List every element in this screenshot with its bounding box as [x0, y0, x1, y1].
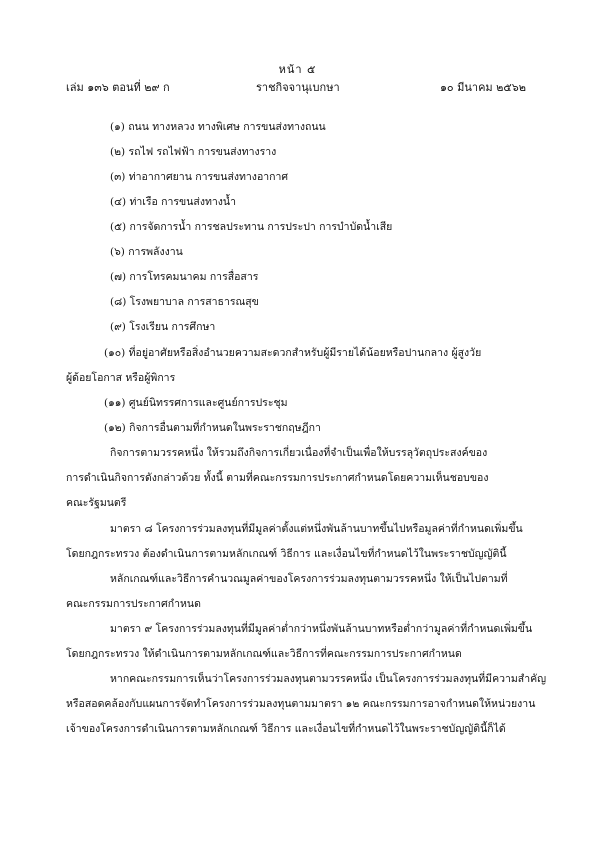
list-item: (๑) ถนน ทางหลวง ทางพิเศษ การขนส่งทางถนน — [110, 121, 326, 133]
section-8-line: โดยกฎกระทรวง ต้องดำเนินการตามหลักเกณฑ์ วิธีการ และเงื่อนไขที่กำหนดไว้ในพระราชบัญญัตินี้ — [66, 548, 507, 560]
section-9-line: โดยกฎกระทรวง ให้ดำเนินการตามหลักเกณฑ์และวิธีการที่คณะกรรมการประกาศกำหนด — [66, 648, 462, 660]
list-item: (๓) ท่าอากาศยาน การขนส่งทางอากาศ — [110, 171, 289, 183]
section-8-line: คณะกรรมการประกาศกำหนด — [66, 598, 201, 610]
list-item: (๔) ท่าเรือ การขนส่งทางน้ำ — [110, 196, 236, 208]
publication-date: ๑๐ มีนาคม ๒๕๖๒ — [439, 81, 526, 94]
list-item-12: (๑๒) กิจการอื่นตามที่กำหนดในพระราชกฤษฎีกา — [104, 422, 321, 434]
list-item: (๕) การจัดการน้ำ การชลประทาน การประปา การบำบัดน้ำเสีย — [110, 221, 393, 233]
list-item: (๘) โรงพยาบาล การสาธารณสุข — [110, 296, 259, 308]
section-9-line: เจ้าของโครงการดำเนินการตามหลักเกณฑ์ วิธีการ และเงื่อนไขที่กำหนดไว้ในพระราชบัญญัตินี้ก็ได้ — [66, 723, 506, 735]
section-9-line: มาตรา ๙ โครงการร่วมลงทุนที่มีมูลค่าต่ำกว่าหนึ่งพันล้านบาทหรือต่ำกว่ามูลค่าที่กำหนดเพิ่มขึ้น — [110, 623, 533, 635]
list-item: (๖) การพลังงาน — [110, 246, 183, 258]
section-8-line: หลักเกณฑ์และวิธีการคำนวณมูลค่าของโครงการร่วมลงทุนตามวรรคหนึ่ง ให้เป็นไปตามที่ — [110, 573, 508, 585]
section-8-line: มาตรา ๘ โครงการร่วมลงทุนที่มีมูลค่าตั้งแต่หนึ่งพันล้านบาทขึ้นไปหรือมูลค่าที่กำหนดเพิ่มขึ้น — [110, 523, 523, 535]
list-item: (๒) รถไฟ รถไฟฟ้า การขนส่งทางราง — [110, 146, 277, 158]
list-item-10-line2: ผู้ด้อยโอกาส หรือผู้พิการ — [66, 372, 176, 384]
paragraph-line: การดำเนินกิจการดังกล่าวด้วย ทั้งนี้ ตามที่คณะกรรมการประกาศกำหนดโดยความเห็นชอบของ — [66, 472, 489, 484]
volume-issue: เล่ม ๑๓๖ ตอนที่ ๒๙ ก — [66, 81, 170, 94]
list-item: (๗) การโทรคมนาคม การสื่อสาร — [110, 271, 259, 283]
list-item-10-line1: (๑๐) ที่อยู่อาศัยหรือสิ่งอำนวยความสะดวกสำหรับผู้มีรายได้น้อยหรือปานกลาง ผู้สูงวัย — [104, 347, 482, 359]
gazette-name: ราชกิจจานุเบกษา — [256, 81, 340, 94]
section-9-line: หากคณะกรรมการเห็นว่าโครงการร่วมลงทุนตามวรรคหนึ่ง เป็นโครงการร่วมลงทุนที่มีความสำคัญ — [110, 673, 547, 685]
section-9-line: หรือสอดคล้องกับแผนการจัดทำโครงการร่วมลงทุนตามมาตรา ๑๒ คณะกรรมการอาจกำหนดให้หน่วยงาน — [66, 698, 536, 710]
list-item: (๙) โรงเรียน การศึกษา — [110, 321, 216, 333]
paragraph-line: คณะรัฐมนตรี — [66, 497, 127, 509]
list-item-11: (๑๑) ศูนย์นิทรรศการและศูนย์การประชุม — [104, 397, 288, 409]
paragraph-line: กิจการตามวรรคหนึ่ง ให้รวมถึงกิจการเกี่ยวเนื่องที่จำเป็นเพื่อให้บรรลุวัตถุประสงค์ของ — [110, 447, 488, 459]
page-number: หน้า ๕ — [278, 63, 317, 76]
